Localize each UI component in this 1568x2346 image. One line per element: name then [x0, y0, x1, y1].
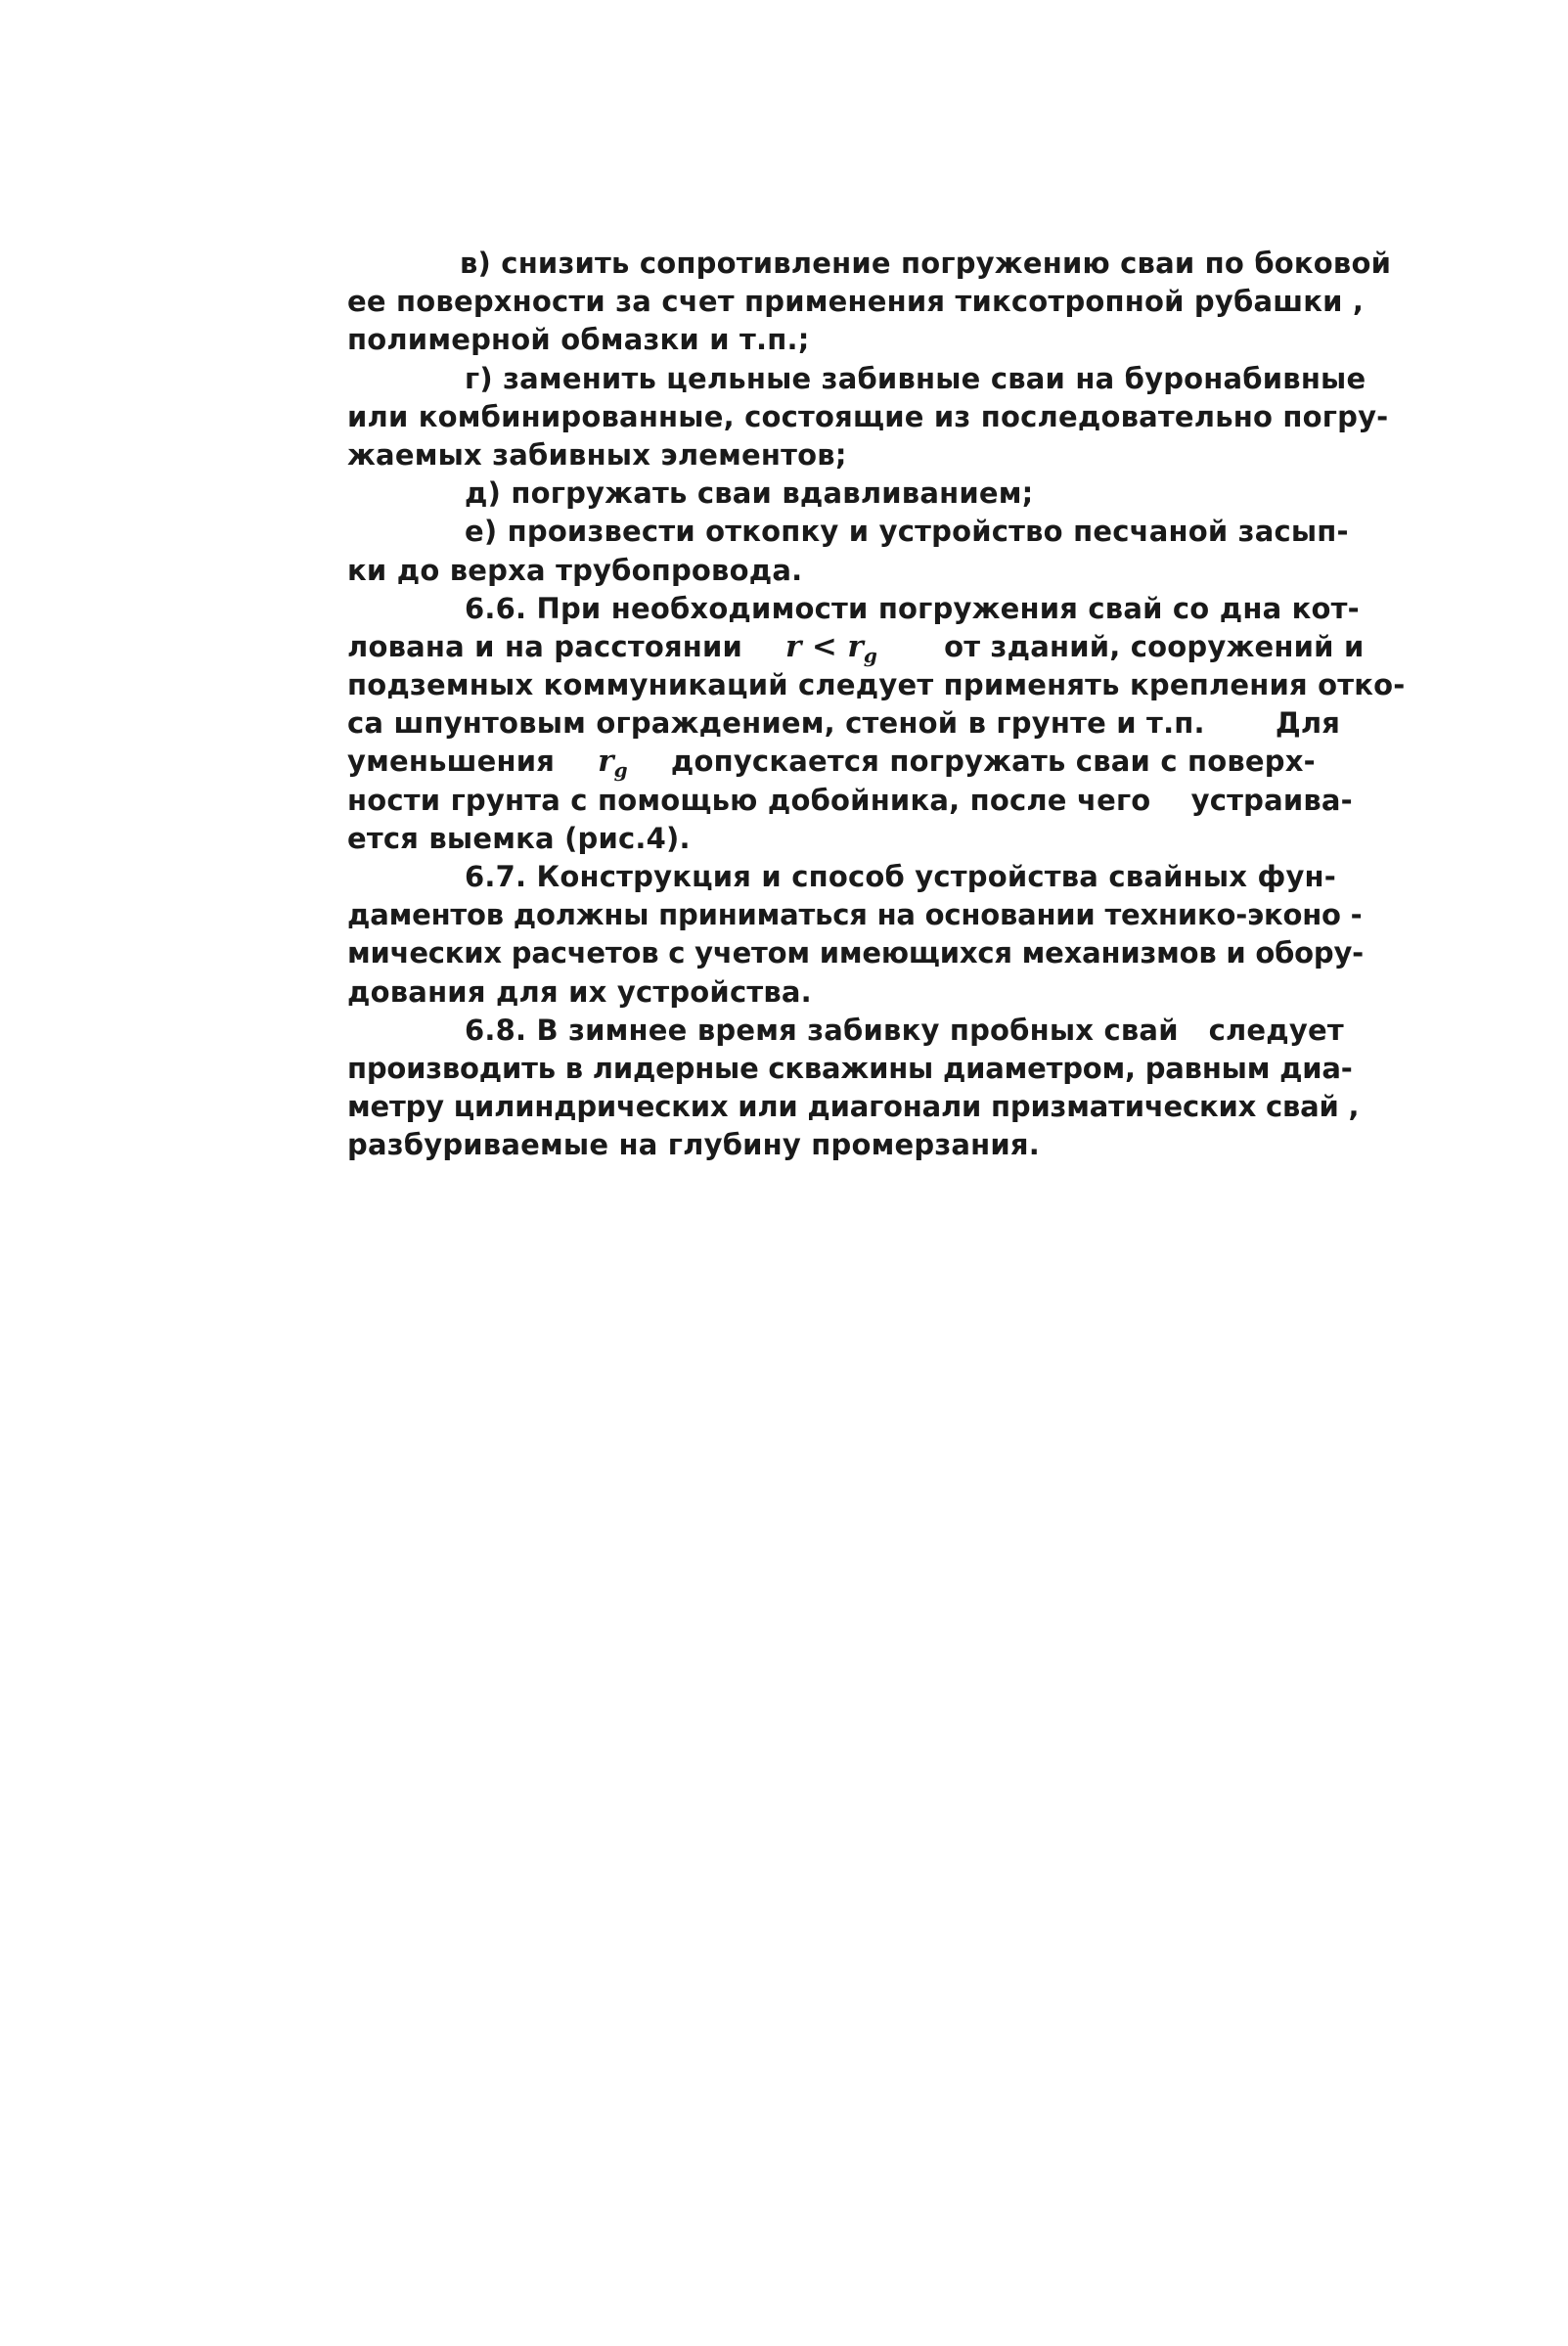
text-line — [347, 590, 1404, 628]
line-text: допускается погружать сваи с поверх- — [670, 744, 1316, 779]
line-text: 6.8. В зимнее время забивку пробных свай следует — [465, 1013, 1344, 1047]
text-line — [347, 820, 1404, 858]
document-body — [347, 245, 1404, 1165]
line-text: жаемых забивных элементов; — [347, 437, 847, 472]
text-line — [347, 704, 1404, 743]
math-subscript-g: g — [863, 643, 878, 667]
line-text: ется выемка (рис.4). — [347, 821, 691, 855]
line-text: ки до верха трубопровода. — [347, 553, 803, 587]
line-text: д) погружать сваи вдавливанием; — [465, 476, 1034, 511]
math-r-g-base: r — [847, 628, 864, 664]
text-line — [347, 934, 1404, 972]
math-subscript-g: g — [613, 758, 628, 783]
text-line — [347, 1050, 1404, 1088]
line-text: от зданий, сооружений и — [944, 629, 1365, 663]
text-line — [347, 896, 1404, 934]
line-text: е) произвести откопку и устройство песчаной засып- — [465, 515, 1349, 549]
line-text: ее поверхности за счет применения тиксотропной рубашки , — [347, 285, 1365, 319]
text-line — [347, 552, 1404, 590]
math-r-g — [847, 628, 878, 667]
line-text: лована и на расстоянии — [347, 629, 743, 663]
line-text: метру цилиндрических или диагонали призматических свай , — [347, 1090, 1360, 1124]
line-text: 6.6. При необходимости погружения свай со дна кот- — [465, 591, 1360, 625]
text-line — [347, 360, 1404, 398]
text-line — [347, 858, 1404, 896]
line-text: 6.7. Конструкция и способ устройства свайных фун- — [465, 860, 1337, 893]
text-line — [347, 1088, 1404, 1126]
text-line — [347, 474, 1404, 513]
line-text: мических расчетов с учетом имеющихся механизмов и обору- — [347, 936, 1364, 970]
line-text: дования для их устройства. — [347, 974, 812, 1009]
line-text: даментов должны приниматься на основании технико-эконо - — [347, 898, 1363, 932]
math-less-than: < — [811, 628, 838, 664]
line-text: производить в лидерные скважины диаметром, равным диа- — [347, 1051, 1353, 1085]
text-line — [347, 245, 1404, 283]
text-line — [347, 398, 1404, 436]
line-text: в) снизить сопротивление погружению сваи по боковой — [460, 247, 1392, 280]
text-line — [347, 973, 1404, 1012]
text-line — [347, 321, 1404, 359]
line-text: са шпунтовым ограждением, стеной в грунте и т.п. Для — [347, 706, 1341, 741]
line-text: разбуриваемые на глубину промерзания. — [347, 1128, 1040, 1162]
text-line — [347, 1126, 1404, 1164]
line-text: подземных коммуникаций следует применять крепления отко- — [347, 668, 1406, 702]
text-line — [347, 513, 1404, 551]
line-text: уменьшения — [347, 744, 556, 779]
text-line — [347, 743, 1404, 781]
math-r: r — [785, 628, 802, 664]
line-text: ности грунта с помощью добойника, после чего устраива- — [347, 783, 1353, 817]
text-line — [347, 782, 1404, 820]
line-text: полимерной обмазки и т.п.; — [347, 323, 810, 357]
text-line — [347, 666, 1404, 704]
text-line — [347, 1012, 1404, 1050]
line-text: г) заменить цельные забивные сваи на буронабивные — [465, 361, 1366, 395]
text-line — [347, 436, 1404, 474]
text-line — [347, 628, 1404, 666]
math-r-g-base: r — [598, 744, 614, 780]
line-text: или комбинированные, состоящие из последовательно погру- — [347, 399, 1389, 433]
text-line — [347, 283, 1404, 321]
math-r-g — [598, 744, 628, 783]
